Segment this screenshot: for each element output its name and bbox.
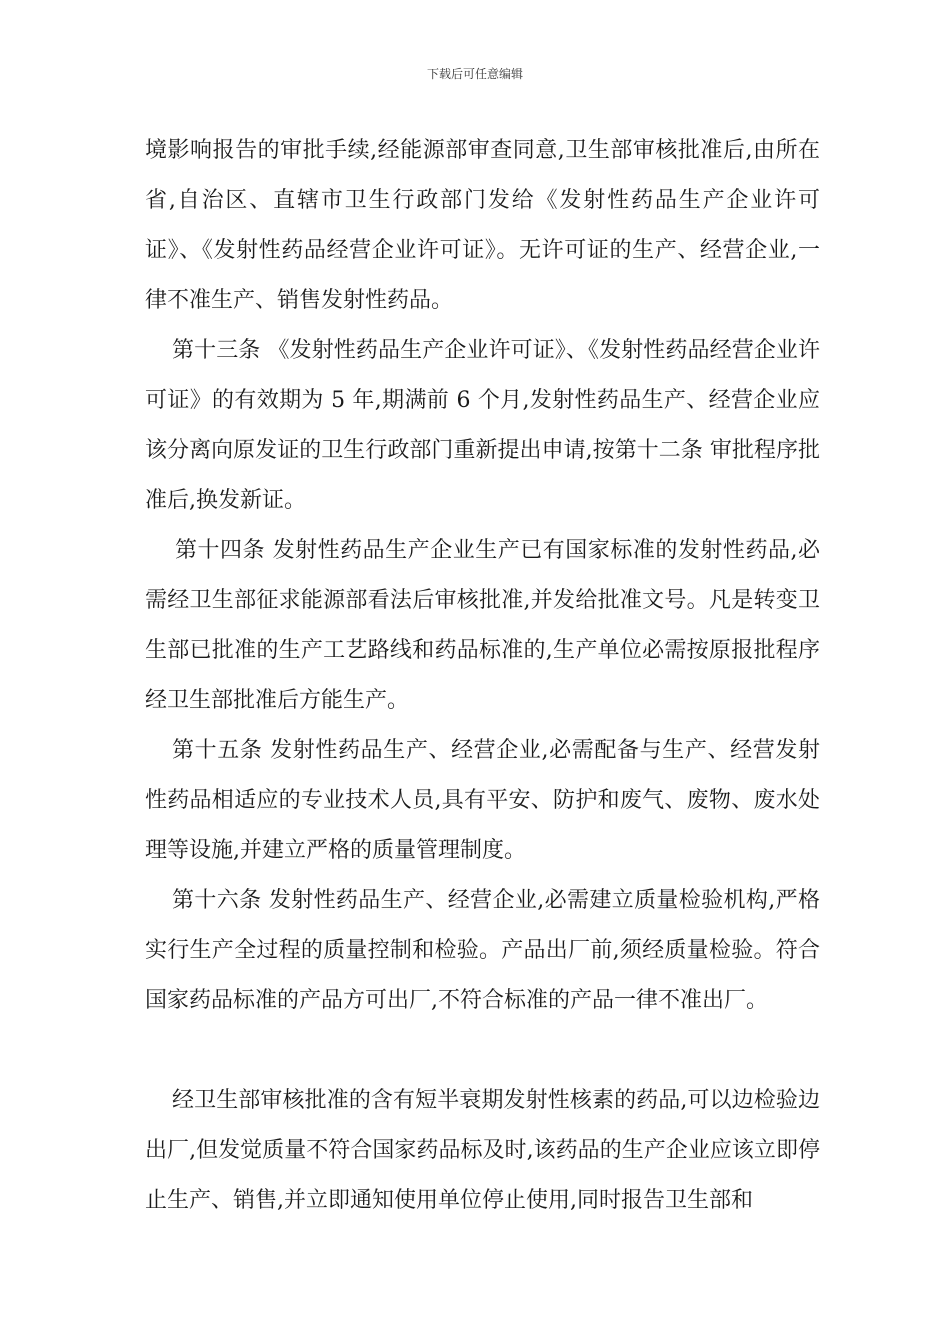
paragraph-short-half-life: 经卫生部审核批准的含有短半衰期发射性核素的药品,可以边检验边出厂,但发觉质量不符合国家药品标及时,该药品的生产企业应该立即停止生产、销售,并立即通知使用单位停止使用,同时报告卫生部和 <box>145 1088 820 1213</box>
paragraph-article-15: 第十五条 发射性药品生产、经营企业,必需配备与生产、经营发射性药品相适应的专业技术人员,具有平安、防护和废气、废物、废水处理等设施,并建立严格的质量管理制度。 <box>145 738 820 863</box>
paragraph-gap <box>145 1026 820 1076</box>
paragraph-article-16: 第十六条 发射性药品生产、经营企业,必需建立质量检验机构,严格实行生产全过程的质量控制和检验。产品出厂前,须经质量检验。符合国家药品标准的产品方可出厂,不符合标准的产品一律不准出厂。 <box>145 888 820 1013</box>
paragraph-continuation: 境影响报告的审批手续,经能源部审查同意,卫生部审核批准后,由所在省,自治区、直辖市卫生行政部门发给《发射性药品生产企业许可证》、《发射性药品经营企业许可证》。无许可证的生产、经营企业,一律不准生产、销售发射性药品。 <box>145 138 820 313</box>
paragraph-article-14: 第十四条 发射性药品生产企业生产已有国家标准的发射性药品,必需经卫生部征求能源部看法后审核批准,并发给批准文号。凡是转变卫生部已批准的生产工艺路线和药品标准的,生产单位必需按原报批程序经卫生部批准后方能生产。 <box>145 538 820 713</box>
document-body <box>145 126 820 1226</box>
paragraph-article-13: 第十三条 《发射性药品生产企业许可证》、《发射性药品经营企业许可证》的有效期为 5 年,期满前 6 个月,发射性药品生产、经营企业应该分离向原发证的卫生行政部门重新提出申请,按第十二条 审批程序批准后,换发新证。 <box>145 338 820 513</box>
page-header: 下载后可任意编辑 <box>426 67 523 81</box>
